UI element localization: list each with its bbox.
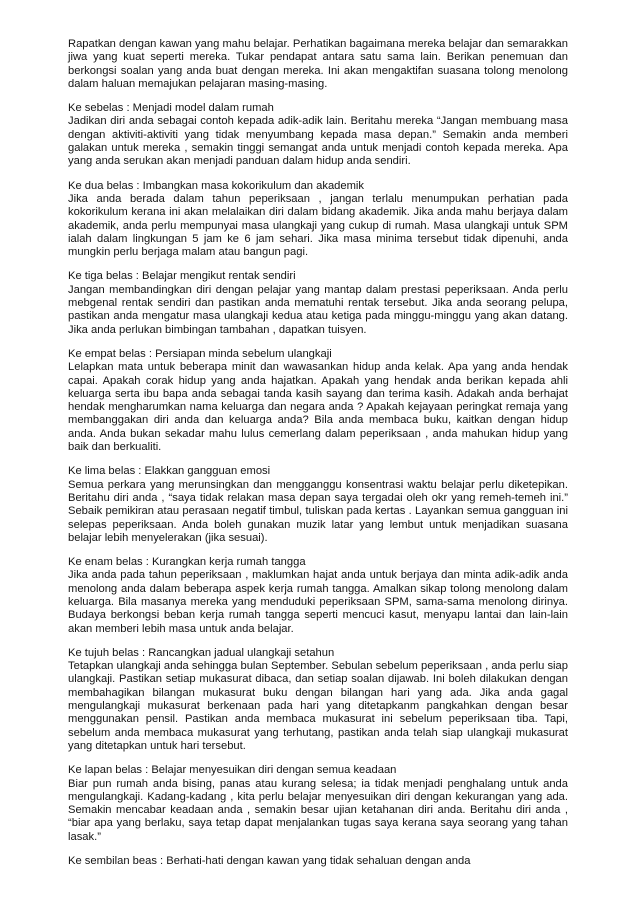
section-body: Jika anda pada tahun peperiksaan , maklumkan hajat anda untuk berjaya dan minta adik-adik anda menolong anda dalam beberapa aspek kerja rumah tangga. Amalkan sikap tolong menolong dalam keluarga. Bila masanya mereka yang menduduki peperiksaan SPM, sama-sama menolong dirinya. Budaya berkongsi beban kerja rumah tangga seperti mencuci kasut, menyapu lantai dan lain-lain akan memberi lebih masa untuk anda belajar. [68, 569, 568, 635]
section-16 [68, 556, 568, 636]
section-heading: Ke lima belas : Elakkan gangguan emosi [68, 465, 271, 478]
section-heading: Ke tiga belas : Belajar mengikut rentak sendiri [68, 270, 296, 283]
section-heading: Ke dua belas : Imbangkan masa kokorikulum dan akademik [68, 179, 365, 192]
section-body: Semua perkara yang merunsingkan dan mengganggu konsentrasi waktu belajar perlu diketepikan. Beritahu diri anda , “saya tidak relakan masa depan saya tergadai oleh okr yang remeh-temeh ini.” Sebaik pemikiran atau perasaan negatif timbul, tuliskan pada kertas . Layankan semua gangguan ini selepas peperiksaan. Anda boleh gunakan muzik latar yang lembut untuk menjadikan suasana belajar lebih menyelerakan (jika sesuai). [68, 478, 568, 544]
section-body: Lelapkan mata untuk beberapa minit dan wawasankan hidup anda kelak. Apa yang anda hendak capai. Apakah corak hidup yang anda hajatkan. Apakah yang hendak anda berikan kepada ahli keluarga serta ibu bapa anda sebagai tanda kasih sayang dan terima kasih. Adakah anda berhajat hendak mengharumkan nama keluarga dan negara anda ? Apakah kejayaan peringkat remaja yang membanggakan diri anda dan keluarga anda? Bila anda membaca buku, kaitkan dengan hidup anda. Anda bukan sekadar mahu lulus cemerlang dalam peperiksaan , anda mahukan hidup yang baik dan berkualiti. [68, 361, 568, 454]
section-14 [68, 348, 568, 454]
section-body: Jadikan diri anda sebagai contoh kepada adik-adik lain. Beritahu mereka “Jangan membuang masa dengan aktiviti-aktiviti yang tidak menyumbang kepada masa depan.” Semakin anda memberi galakan untuk mereka , semakin tinggi semangat anda untuk menjadi contoh kepada mereka. Apa yang anda serukan akan menjadi panduan dalam hidup anda sendiri. [68, 115, 568, 168]
section-12 [68, 180, 568, 260]
section-body: Biar pun rumah anda bising, panas atau kurang selesa; ia tidak menjadi penghalang untuk anda mengulangkaji. Kadang-kadang , kita perlu belajar menyesuikan diri dengan kekurangan yang ada. Semakin mencabar keadaan anda , semakin besar ujian ketahanan diri anda. Beritahu diri anda , “biar apa yang berlaku, saya tetap dapat menjalankan tugas saya kerana saya seorang yang tahan lasak.” [68, 777, 568, 843]
section-13 [68, 270, 568, 336]
section-heading: Ke tujuh belas : Rancangkan jadual ulangkaji setahun [68, 646, 335, 659]
section-body: Jika anda berada dalam tahun peperiksaan , jangan terlalu menumpukan perhatian pada kokorikulum kerana ini akan melalaikan diri dalam bidang akademik. Jika anda mahu berjaya dalam akademik, anda perlu mempunyai masa ulangkaji yang cukup di rumah. Masa ulangkaji untuk SPM ialah dalam lingkungan 5 jam ke 6 jam sehari. Jika masa minima tersebut tidak dipenuhi, anda mungkin perlu berjaga malam atau bangun pagi. [68, 192, 568, 259]
document-page [68, 38, 568, 879]
section-19 [68, 855, 568, 868]
section-heading: Ke sebelas : Menjadi model dalam rumah [68, 102, 274, 115]
section-15 [68, 465, 568, 545]
section-heading: Ke lapan belas : Belajar menyesuikan diri dengan semua keadaan [68, 764, 397, 777]
section-heading: Ke sembilan beas : Berhati-hati dengan kawan yang tidak sehaluan dengan anda [68, 855, 471, 868]
section-11 [68, 102, 568, 168]
section-17 [68, 647, 568, 753]
section-heading: Ke enam belas : Kurangkan kerja rumah tangga [68, 556, 306, 569]
section-body: Jangan membandingkan diri dengan pelajar yang mantap dalam prestasi peperiksaan. Anda perlu mebgenal rentak sendiri dan pastikan anda mematuhi rentak tersebut. Jika anda seorang pelupa, pastikan anda mengatur masa ulangkaji kedua atau ketiga pada minggu-minggu yang akan datang. Jika anda perlukan bimbingan tambahan , dapatkan tuisyen. [68, 283, 568, 336]
section-body: Tetapkan ulangkaji anda sehingga bulan September. Sebulan sebelum peperiksaan , anda perlu siap ulangkaji. Pastikan setiap mukasurat dibaca, dan setiap soalan dijawab. Ini boleh dilakukan dengan membahagikan bilangan mukasurat buku dengan bilangan hari yang ada. Jika anda gagal mengulangkaji mukasurat berkenaan pada hari yang ditetapkanm pangkahkan dengan besar menggunakan pensil. Pastikan anda membaca mukasurat ini sebelum peperiksaan tiba. Tapi, sebelum anda membaca mukasurat yang terhutang, pastikan anda telah siap ulangkaji mukasurat yang ditetapkan untuk hari tersebut. [68, 660, 568, 752]
section-heading: Ke empat belas : Persiapan minda sebelum ulangkaji [68, 347, 332, 360]
intro-section [68, 38, 568, 91]
intro-paragraph: Rapatkan dengan kawan yang mahu belajar. Perhatikan bagaimana mereka belajar dan semarakkan jiwa yang kuat seperti mereka. Tukar pendapat antara satu sama lain. Berikan penemuan dan berkongsi soalan yang anda buat dengan mereka. Ini akan mengaktifan suasana tolong menolong dalam haluan memajukan pelajaran masing-masing. [68, 38, 568, 90]
section-18 [68, 764, 568, 844]
